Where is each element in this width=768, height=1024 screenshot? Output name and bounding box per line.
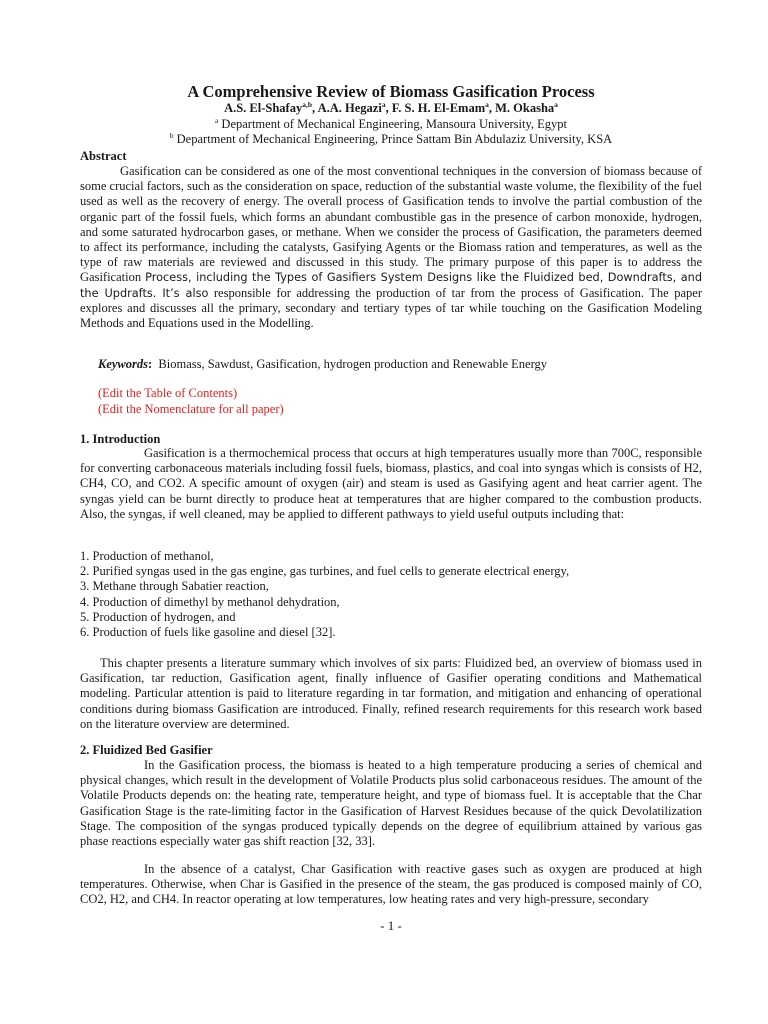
affiliation-mark: b [169,130,174,140]
keywords-label: Keywords [98,357,148,371]
author-name: A.A. Hegazi [317,101,382,115]
keywords-value: Biomass, Sawdust, Gasification, hydrogen production and Renewable Energy [158,357,548,371]
author-affiliation-mark: a [381,99,386,109]
author-separator: , [385,101,392,115]
author-affiliation-mark: a,b [302,99,313,109]
author-separator: , [312,101,318,115]
chapter-summary-paragraph: This chapter presents a literature summary which involves of six parts: Fluidized bed, an overview of biomass used in Gasification, tar reduction, Gasification agent, finally influence of Gasifier operating conditions and Mathematical modeling. Particular attention is paid to literature regarding in tar formation, and mitigation and enhancing of operational conditions during biomass Gasification are introduced. Finally, refined research requirements for this research work based on the literature overview are determined. [80,656,702,731]
affiliation-text: Department of Mechanical Engineering, Mansoura University, Egypt [218,117,568,131]
author-affiliation-mark: a [485,99,489,109]
author-name: M. Okasha [495,101,555,115]
edit-toc-note: (Edit the Table of Contents) [98,386,238,400]
section-heading-introduction: 1. Introduction [80,432,161,446]
fluidized-bed-paragraph-1: In the Gasification process, the biomass is heated to a high temperature producing a series of chemical and physical changes, which result in the development of Volatile Products plus solid carbonaceous residues. The amount of the Volatile Products depends on: the heating rate, temperature height, and type of biomass fuel. It is acceptable that the Char Gasification Stage is the rate-limiting factor in the Gasification of Harvest Residues because of the quick Devolatilization Stage. The composition of the syngas produced typically depends on the degree of equilibrium attained by various gas phase reactions especially water gas shift reaction [32, 33]. [80,758,702,849]
author-affiliation-mark: a [554,99,558,109]
fluidized-bed-paragraph-2: In the absence of a catalyst, Char Gasification with reactive gases such as oxygen are produced at high temperatures. Otherwise, when Char is Gasified in the presence of the steam, the gas produced is composed mainly of CO, CO2, H2, and CH4. In reactor operating at low temperatures, low heating rates and very high-pressure, secondary [80,862,702,907]
abstract-body [80,164,702,331]
author-name: F. S. H. El-Emam [391,101,486,115]
list-item: 3. Methane through Sabatier reaction, [80,579,269,594]
abstract-heading: Abstract [80,149,127,163]
edit-nomenclature-note: (Edit the Nomenclature for all paper) [98,402,284,416]
affiliation-b [80,131,702,147]
keywords-colon: : [148,357,153,371]
list-item: 5. Production of hydrogen, and [80,609,236,624]
introduction-paragraph: Gasification is a thermochemical process that occurs at high temperatures usually more than 700C, responsible for converting carbonaceous materials including fossil fuels, biomass, plastics, and coal into syngas which is consists of H2, CH4, CO, and CO2. A specific amount of oxygen (air) and steam is used as Gasifying agent and heat carrier agent. The syngas yield can be burnt directly to produce heat at temperatures that are higher compared to the combustion products. Also, the syngas, if well cleaned, may be applied to different pathways to yield useful outputs including that: [80,446,702,521]
section-heading-fluidized-bed: 2. Fluidized Bed Gasifier [80,743,213,757]
author-name: A.S. El-Shafay [224,101,303,115]
affiliation-text: Department of Mechanical Engineering, Prince Sattam Bin Abdulaziz University, KSA [173,132,613,146]
list-item: 4. Production of dimethyl by methanol dehydration, [80,594,340,609]
affiliation-mark: a [214,115,219,125]
page-number: - 1 - [380,918,402,933]
affiliation-a [80,116,702,132]
author-separator: , [488,101,496,115]
abstract-text-end: responsible for addressing the production of tar from the process of Gasification. The paper explores and discusses all the primary, secondary and tertiary types of tar while touching on the Gasification Modeling Methods and Equations used in the Modelling. [80,285,702,331]
author-list [80,100,702,116]
syngas-uses-list [80,549,569,640]
paper-title: A Comprehensive Review of Biomass Gasification Process [187,82,595,101]
list-item: 2. Purified syngas used in the gas engine, gas turbines, and fuel cells to generate electrical energy, [80,564,570,579]
keywords-line [98,357,547,372]
list-item: 1. Production of methanol, [80,549,214,563]
abstract-text-main: Gasification can be considered as one of the most conventional techniques in the conversion of biomass because of some crucial factors, such as the consideration on space, reduction of the substantial waste volume, the flexibility of the fuel used as well as the recovery of energy. The overall process of Gasification tends to involve the partial combustion of the organic part of the fossil fuels, which forms an abundant combustible gas in the presence of carbon monoxide, hydrogen, and some saturated hydrocarbon gases, or methane. When we consider the process of Gasification, the parameters deemed to affect its performance, including the catalysts, Gasifying Agents or the Biomass ration and temperatures, as well as the type of raw materials are reviewed and discussed in this study. The primary purpose of this paper is to address the Gasification [80,164,702,285]
abstract-text-alt-font: Process, including the Types of Gasifiers System Designs like the Fluidized bed, Downdrafts, and the Updrafts. It’s also [80,271,703,300]
list-item: 6. Production of fuels like gasoline and diesel [32]. [80,625,336,640]
